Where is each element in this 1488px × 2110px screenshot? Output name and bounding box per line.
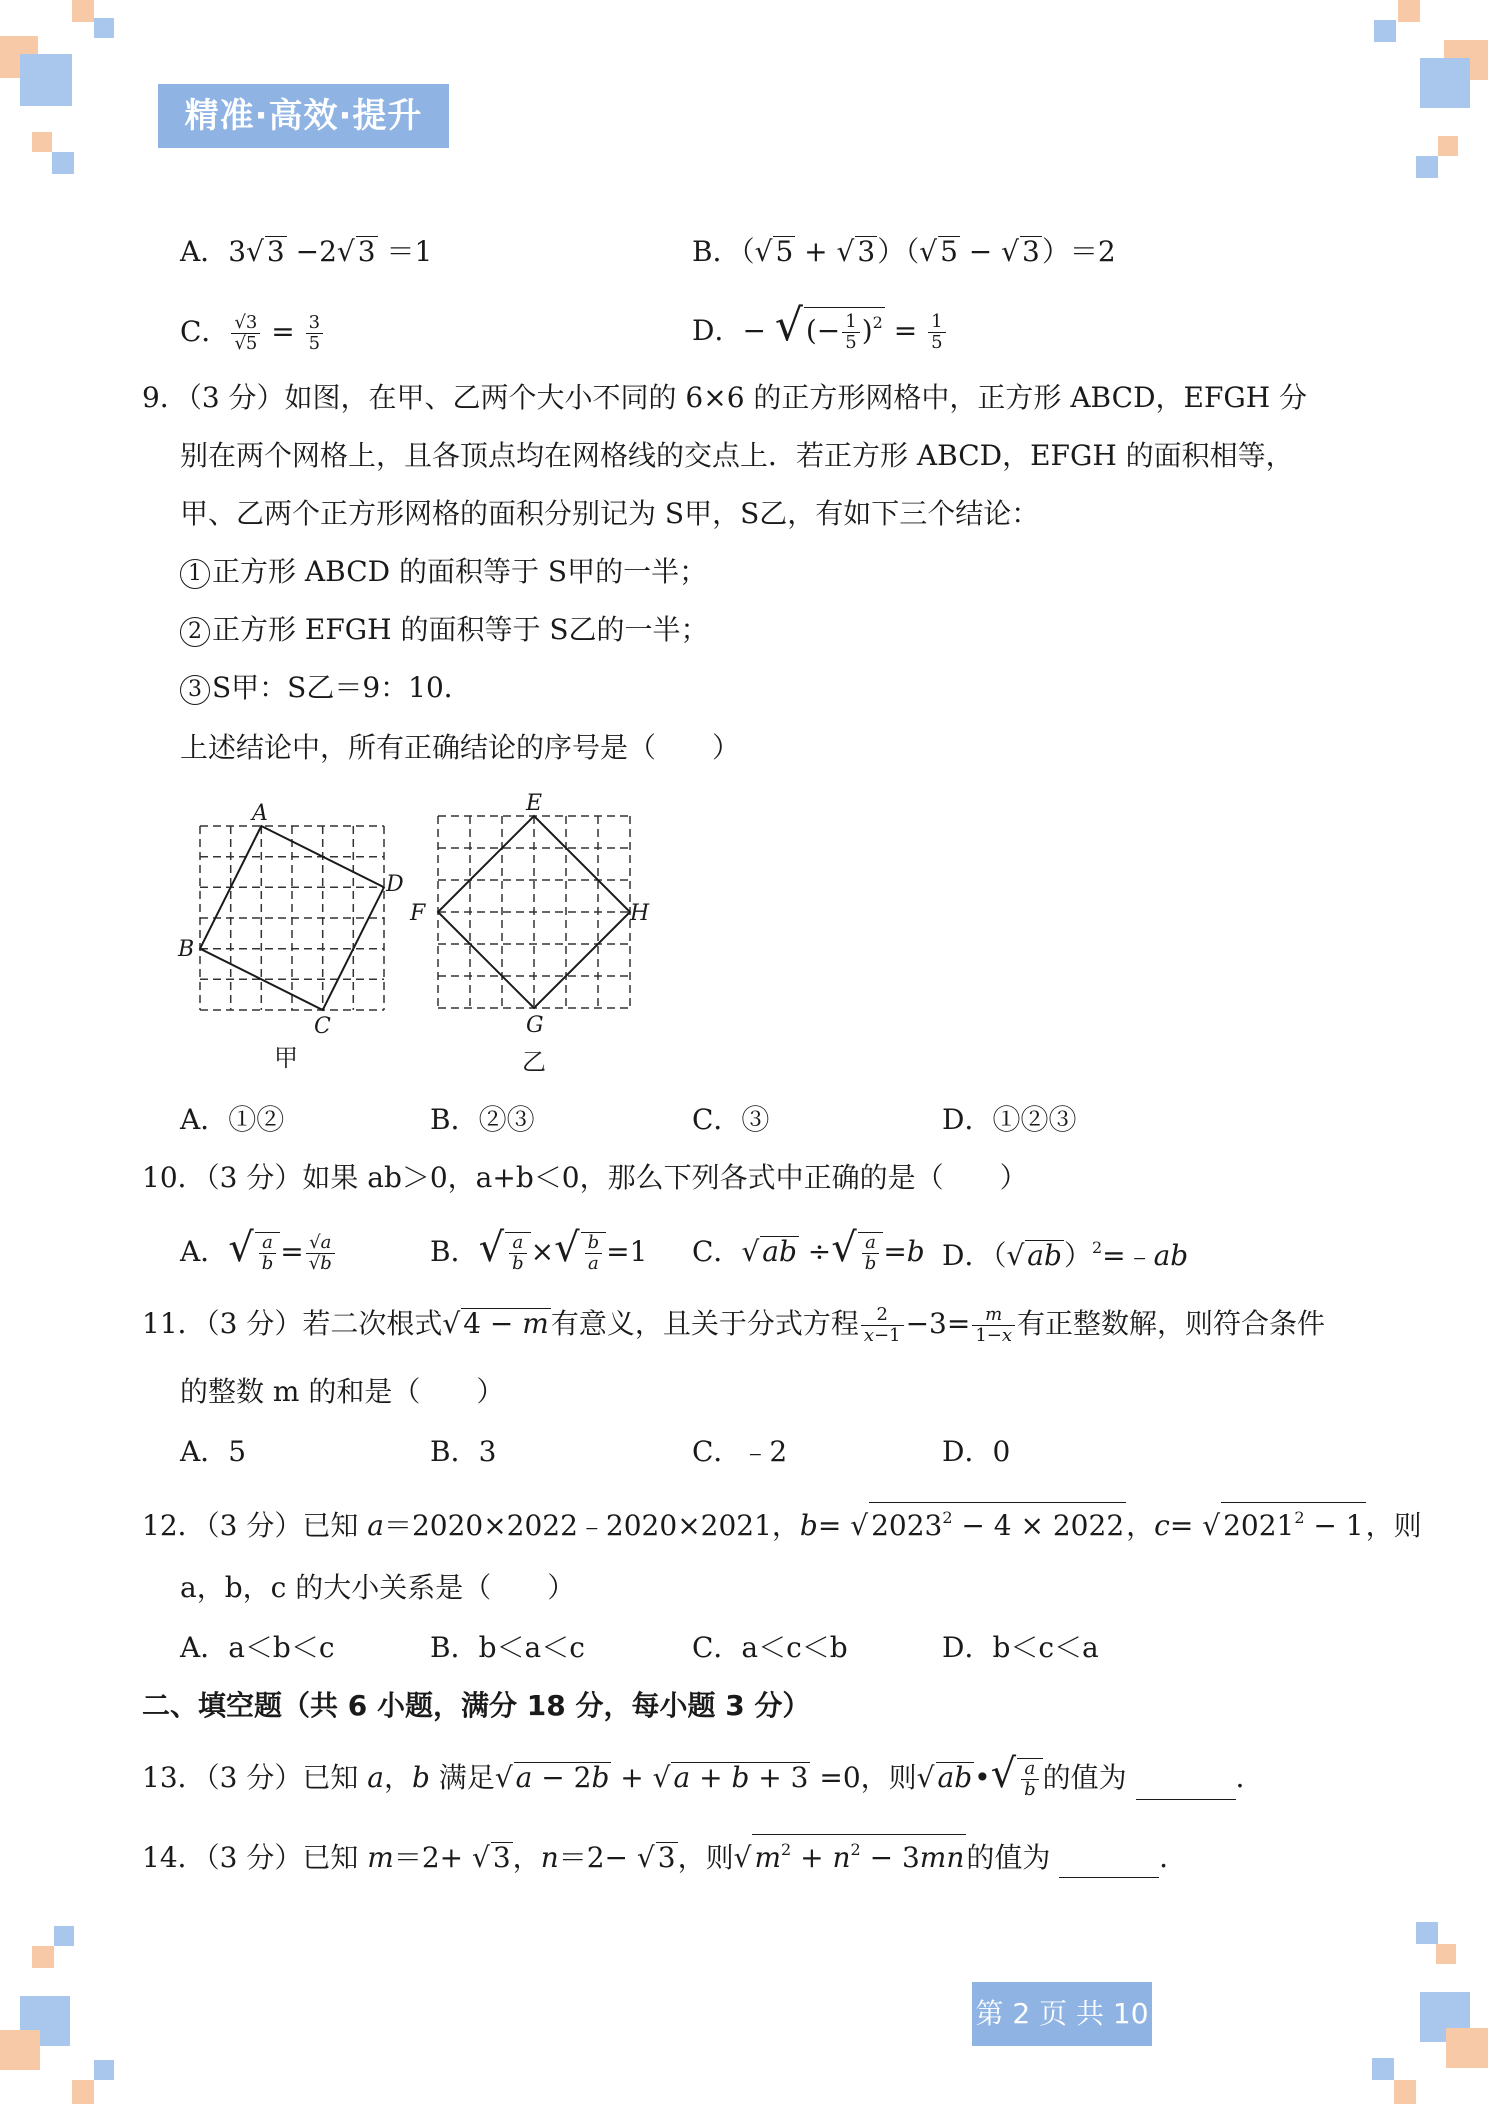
q9-conclusion-2	[180, 610, 709, 650]
q9-option-d: D．①②③	[942, 1103, 1077, 1136]
q8-option-b-label: B．	[692, 235, 741, 268]
label-f: F	[410, 901, 426, 926]
circled-number-2: 2	[180, 617, 210, 647]
q10-option-c: C．√ ab ÷√ $\frac{a}{b}$ =b	[692, 1225, 925, 1274]
q9-option-c: C．③	[692, 1103, 770, 1136]
page-number: 第 2 页 共 10 页	[972, 1982, 1152, 2046]
answer-blank[interactable]	[1136, 1771, 1236, 1800]
q9-stem-line1: 9．（3 分）如图，在甲、乙两个大小不同的 6×6 的正方形网格中，正方形 ABCD，EFGH 分	[142, 381, 1308, 414]
q8-option-a-label: A．	[180, 235, 229, 268]
q11-option-b: B．3	[430, 1435, 497, 1468]
answer-blank[interactable]	[1059, 1849, 1159, 1878]
q8-option-d-label: D．	[692, 314, 743, 347]
q9-option-b: B．②③	[430, 1103, 535, 1136]
q14-stem: 14．（3 分）已知 m＝2+ √ 3，n＝2− √ 3，则√ $m^2 + n^2 - 3mn$的值为 ．	[142, 1834, 1187, 1878]
header-badge: 精准·高效·提升	[158, 84, 449, 148]
q9-conclusion-1	[180, 552, 707, 592]
q10-option-d: D．（√ ab）$^2$=﹣ab	[942, 1238, 1189, 1272]
label-e: E	[526, 791, 543, 816]
q8-option-c: C． $\frac{√3}{√5}$ = $\frac{3}{5}$	[180, 312, 325, 354]
q9-conclusion-2-text: 正方形 EFGH 的面积等于 S乙的一半；	[212, 613, 709, 646]
q9-conclusion-3	[180, 668, 472, 708]
q12-option-a: A．a＜b＜c	[180, 1631, 335, 1664]
label-d: D	[386, 872, 404, 897]
q8-option-b: B．（√ 5 + √ 3）（√ 5 − √ 3）＝2	[692, 235, 1116, 268]
q12-option-c: C．a＜c＜b	[692, 1631, 848, 1664]
q8-option-d: D．− √ (− $\frac{1}{5}$ )$^2$ = $\frac{1}{5}$	[692, 306, 948, 353]
q10-option-b: B．√ $\frac{a}{b}$ ×√ $\frac{b}{a}$ =1	[430, 1225, 648, 1274]
circled-number-3: 3	[180, 675, 210, 705]
section-fill-in-title: 二、填空题（共 6 小题，满分 18 分，每小题 3 分）	[142, 1689, 811, 1722]
q12-option-b: B．b＜a＜c	[430, 1631, 585, 1664]
q9-grid-figure	[170, 790, 650, 1080]
grid-left	[200, 826, 384, 1010]
q9-question: 上述结论中，所有正确结论的序号是（ ）	[180, 731, 741, 764]
label-b: B	[178, 937, 195, 962]
q9-conclusion-3-text: S甲：S乙＝9：10．	[212, 671, 472, 704]
q11-option-d: D．0	[942, 1435, 1011, 1468]
label-g: G	[526, 1013, 544, 1038]
q13-stem: 13．（3 分）已知 a，b 满足√ a − 2b + √ a + b + 3 =0，则√ ab•√ $\frac{a}{b}$ 的值为 ．	[142, 1751, 1264, 1800]
q10-option-a: A．√ $\frac{a}{b}$ = $\frac{√a}{√b}$	[180, 1228, 337, 1274]
q12-stem-line2: a，b，c 的大小关系是（ ）	[180, 1571, 576, 1604]
q12-option-d: D．b＜c＜a	[942, 1631, 1099, 1664]
q12-stem-line1: 12．（3 分）已知 a＝2020×2022﹣2020×2021，b= √ $2023^2 - 4 \times 2022$，c= √ $2021^2 - 1$，则	[142, 1502, 1422, 1546]
caption-left: 甲	[274, 1044, 298, 1072]
grid-right	[438, 816, 630, 1008]
q8-option-c-label: C．	[180, 315, 230, 348]
q9-option-a: A．①②	[180, 1103, 285, 1136]
q10-stem: 10．（3 分）如果 ab＞0，a+b＜0，那么下列各式中正确的是（ ）	[142, 1161, 1028, 1194]
q11-option-c: C．﹣2	[692, 1435, 788, 1468]
q9-conclusion-1-text: 正方形 ABCD 的面积等于 S甲的一半；	[212, 555, 708, 588]
q11-option-a: A．5	[180, 1435, 247, 1468]
q8-option-a: A．3√ 3 −2√ 3 ＝1	[180, 235, 433, 268]
q9-stem-line2: 别在两个网格上，且各顶点均在网格线的交点上．若正方形 ABCD，EFGH 的面积相等，	[180, 439, 1294, 472]
caption-right: 乙	[522, 1048, 546, 1076]
label-a: A	[252, 801, 268, 826]
label-h: H	[630, 901, 650, 926]
label-c: C	[314, 1014, 331, 1039]
q11-stem-line2: 的整数 m 的和是（ ）	[180, 1375, 505, 1408]
circled-number-1: 1	[180, 559, 210, 589]
q11-stem-line1: 11．（3 分）若二次根式√ 4 − m有意义，且关于分式方程 $\frac{2}{x-1}$ −3= $\frac{m}{1-x}$ 有正整数解，则符合条件	[142, 1304, 1326, 1346]
q9-stem-line3: 甲、乙两个正方形网格的面积分别记为 S甲，S乙，有如下三个结论：	[180, 497, 1040, 530]
